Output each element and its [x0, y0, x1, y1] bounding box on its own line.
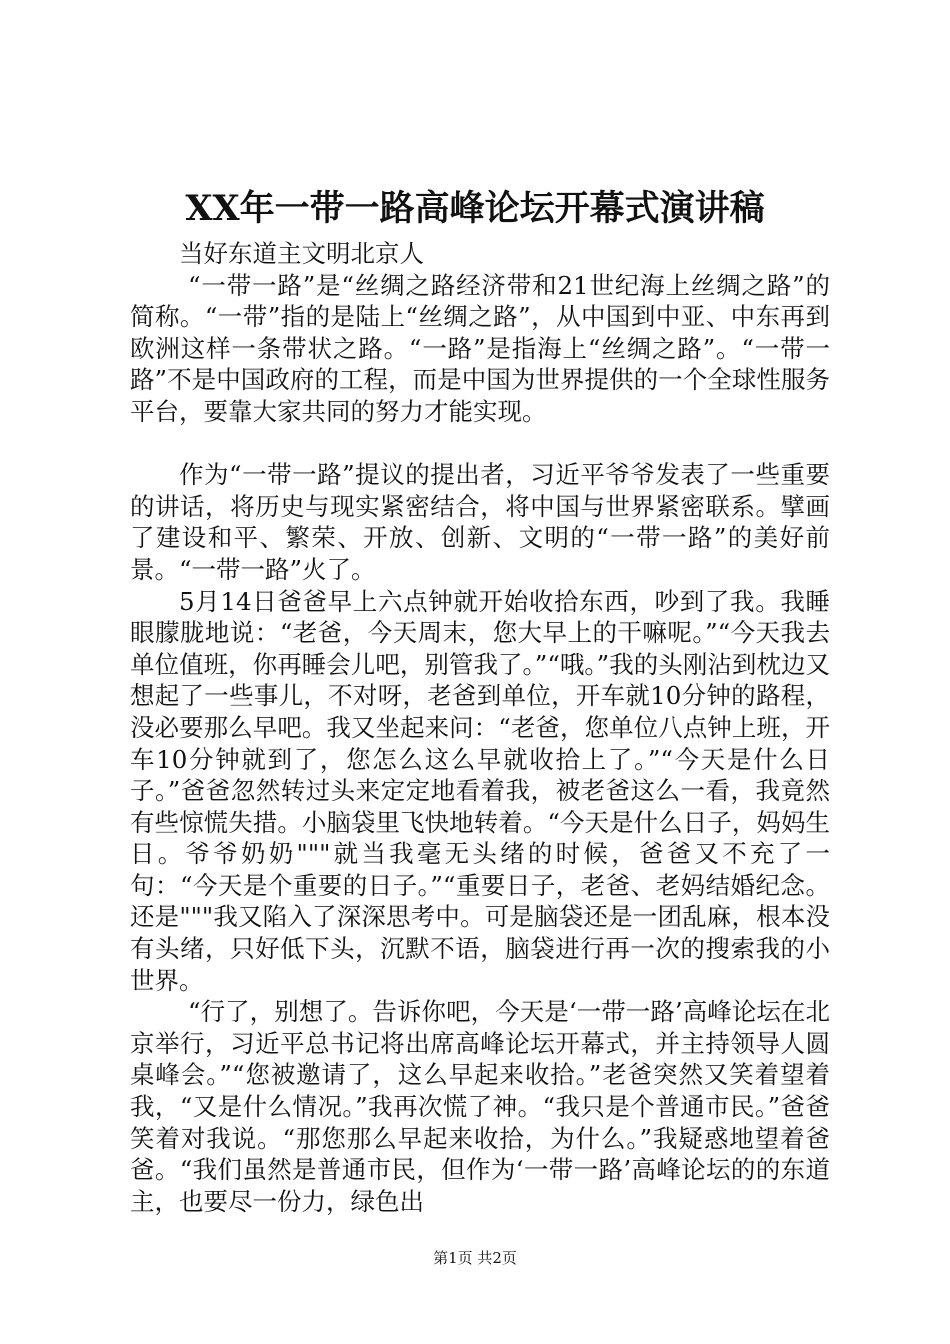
document-subtitle: 当好东道主文明北京人: [179, 239, 424, 268]
paragraph-3: 5月14日爸爸早上六点钟就开始收拾东西，吵到了我。我睡眼朦胧地说：“老爸，今天周末，您大早上的干嘛呢。”“今天我去单位值班，你再睡会儿吧，别管我了。”“哦。”我的头刚沾到枕边又想起了一些事儿，不对呀，老爸到单位，开车就10分钟的路程，没必要那么早吧。我又坐起来问：“老爸，您单位八点钟上班，开车10分钟就到了，您怎么这么早就收拾上了。”“今天是什么日子。”爸爸忽然转过头来定定地看着我，被老爸这么一看，我竟然有些惊慌失措。小脑袋里飞快地转着。“今天是什么日子，妈妈生日。爷爷奶奶"""就当我毫无头绪的时候，爸爸又不充了一句：“今天是个重要的日子。”“重要日子，老爸、老妈结婚纪念。还是"""我又陷入了深深思考中。可是脑袋还是一团乱麻，根本没有头绪，只好低下头，沉默不语，脑袋进行再一次的搜索我的小世界。: [130, 586, 830, 995]
document-body: [130, 238, 830, 1217]
paragraph-2: 作为“一带一路”提议的提出者，习近平爷爷发表了一些重要的讲话，将历史与现实紧密结合，将中国与世界紧密联系。擘画了建设和平、繁荣、开放、创新、文明的“一带一路”的美好前景。“一带一路”火了。: [130, 460, 830, 584]
page-footer: 第1页 共2页: [433, 1249, 517, 1267]
paragraph-4: “行了，别想了。告诉你吧，今天是‘一带一路’高峰论坛在北京举行，习近平总书记将出席高峰论坛开幕式，并主持领导人圆桌峰会。”“您被邀请了，这么早起来收拾。”老爸突然又笑着望着我，“又是什么情况。”我再次慌了神。“我只是个普通市民。”爸爸笑着对我说。“那您那么早起来收拾，为什么。”我疑惑地望着爸爸。“我们虽然是普通市民，但作为‘一带一路’高峰论坛的的东道主，也要尽一份力，绿色出: [130, 997, 830, 1216]
paragraph-1: “一带一路”是“丝绸之路经济带和21世纪海上丝绸之路”的简称。“一带”指的是陆上“丝绸之路”，从中国到中亚、中东再到欧洲这样一条带状之路。“一路”是指海上“丝绸之路”。“一带一路”不是中国政府的工程，而是中国为世界提供的一个全球性服务平台，要靠大家共同的努力才能实现。: [130, 270, 830, 426]
document-title: XX年一带一路高峰论坛开幕式演讲稿: [185, 188, 765, 229]
